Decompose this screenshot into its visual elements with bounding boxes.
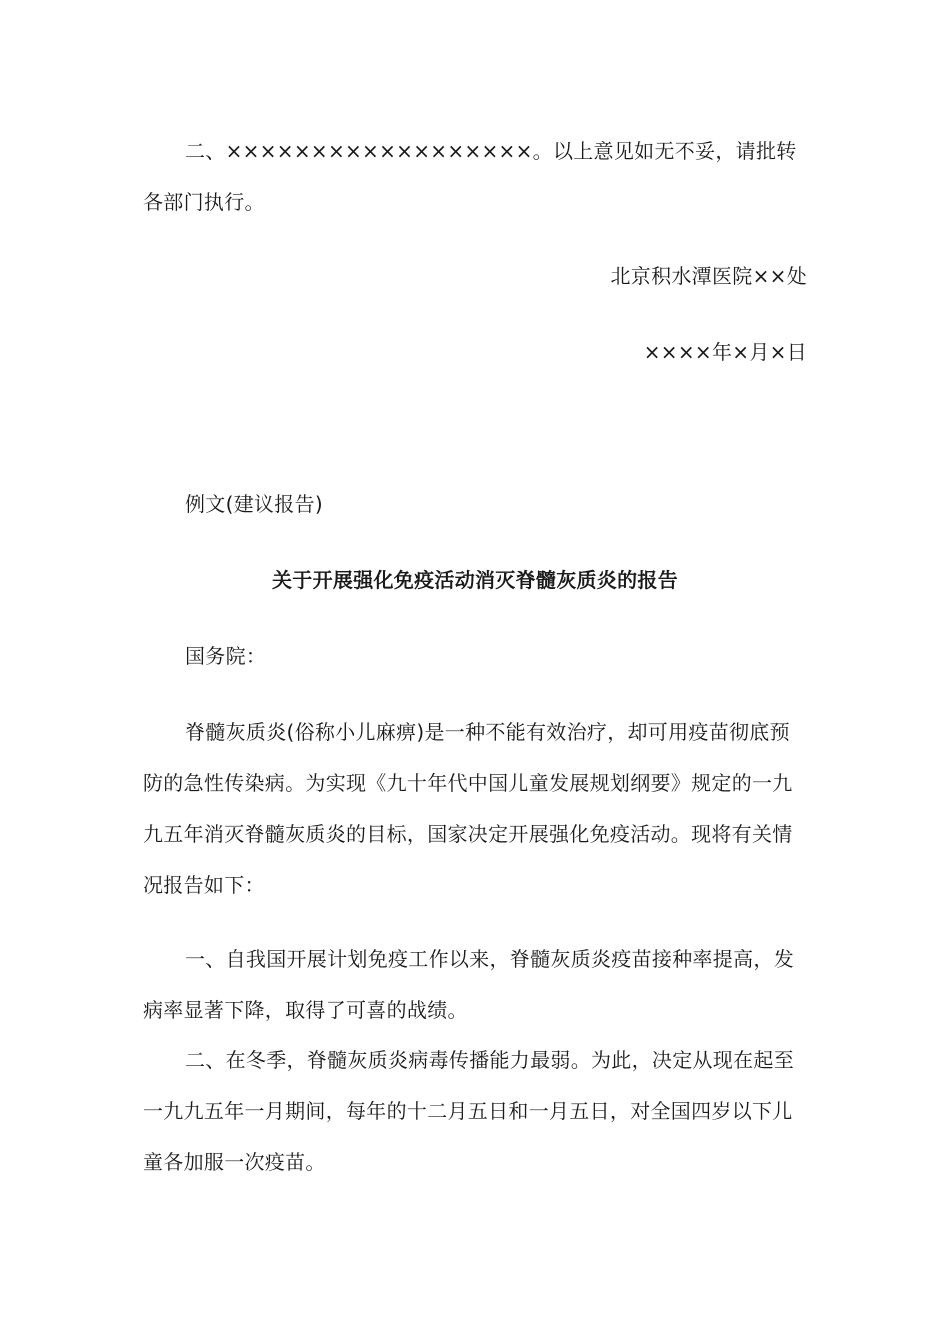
addressee: 国务院： (185, 644, 267, 668)
body-paragraph-point-one: 一、自我国开展计划免疫工作以来，脊髓灰质炎疫苗接种率提高，发病率显著下降，取得了可喜的战绩。 (143, 947, 794, 1022)
document-title: 关于开展强化免疫活动消灭脊髓灰质炎的报告 (272, 568, 678, 592)
body-paragraph-intro: 脊髓灰质炎(俗称小儿麻痹)是一种不能有效治疗，却可用疫苗彻底预防的急性传染病。为实现《九十年代中国儿童发展规划纲要》规定的一九九五年消灭脊髓灰质炎的目标，国家决定开展强化免疫活动。现将有关情况报告如下： (143, 720, 793, 897)
signature-unit: 北京积水潭医院××处 (610, 264, 807, 288)
signature-date: ××××年×月×日 (643, 340, 807, 364)
body-paragraph-point-two: 二、在冬季，脊髓灰质炎病毒传播能力最弱。为此，决定从现在起至一九九五年一月期间，每年的十二月五日和一月五日，对全国四岁以下儿童各加服一次疫苗。 (143, 1048, 794, 1174)
example-label: 例文(建议报告) (185, 492, 324, 516)
continuation-paragraph: 二、××××××××××××××××××。以上意见如无不妥，请批转各部门执行。 (143, 139, 797, 214)
